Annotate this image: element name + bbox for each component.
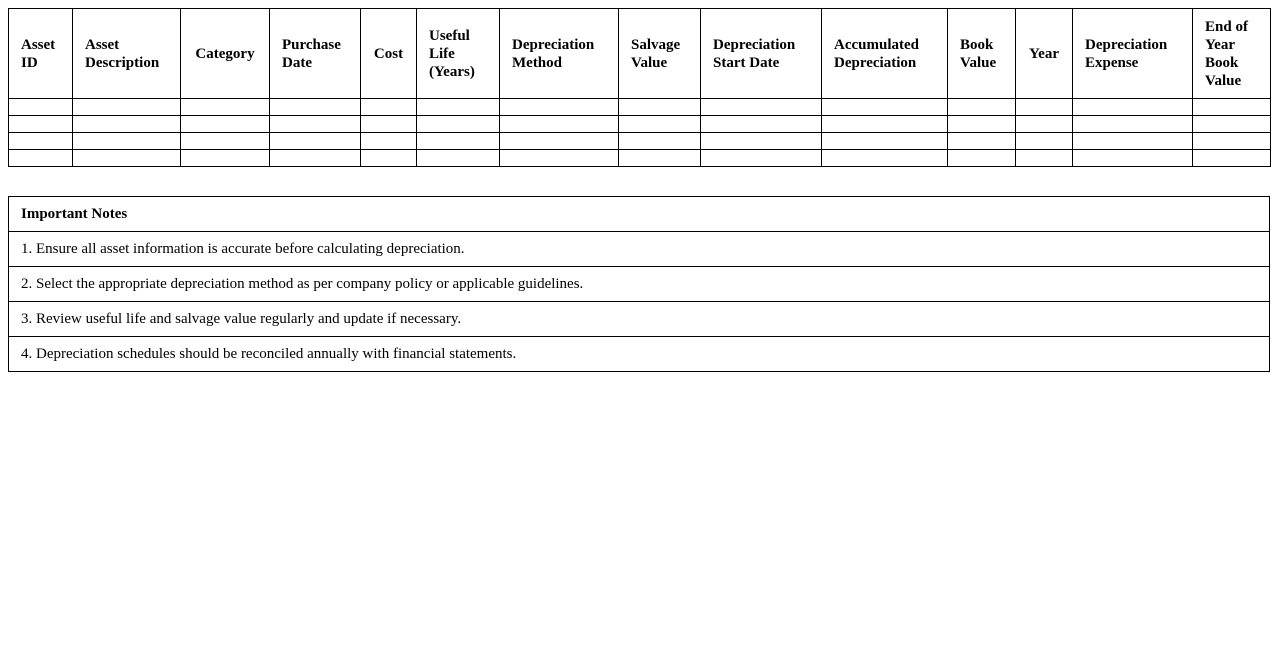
- table-cell[interactable]: [1016, 116, 1073, 133]
- table-cell[interactable]: [948, 116, 1016, 133]
- table-cell[interactable]: [1016, 150, 1073, 167]
- table-cell[interactable]: [1193, 116, 1271, 133]
- table-cell[interactable]: [1016, 99, 1073, 116]
- column-header-book-value: Book Value: [948, 9, 1016, 99]
- table-cell[interactable]: [9, 133, 73, 150]
- column-header-useful-life: Useful Life (Years): [417, 9, 500, 99]
- list-item: [9, 232, 1270, 267]
- table-cell[interactable]: [73, 99, 181, 116]
- list-item: [9, 267, 1270, 302]
- column-header-salvage-value: Salvage Value: [619, 9, 701, 99]
- table-cell[interactable]: [270, 99, 361, 116]
- table-cell[interactable]: [822, 150, 948, 167]
- column-header-asset-description: Asset Description: [73, 9, 181, 99]
- table-cell[interactable]: [181, 133, 270, 150]
- table-cell[interactable]: [361, 150, 417, 167]
- table-cell[interactable]: [181, 116, 270, 133]
- table-cell[interactable]: [9, 99, 73, 116]
- table-row: [9, 116, 1271, 133]
- table-cell[interactable]: [500, 150, 619, 167]
- table-cell[interactable]: [619, 150, 701, 167]
- table-cell[interactable]: [500, 116, 619, 133]
- table-cell[interactable]: [181, 150, 270, 167]
- table-cell[interactable]: [9, 116, 73, 133]
- table-cell[interactable]: [948, 150, 1016, 167]
- column-header-purchase-date: Purchase Date: [270, 9, 361, 99]
- table-cell[interactable]: [1193, 150, 1271, 167]
- depreciation-schedule-table: [8, 8, 1271, 167]
- column-header-depreciation-start-date: Depreciation Start Date: [701, 9, 822, 99]
- table-row: [9, 133, 1271, 150]
- column-header-depreciation-expense: Depreciation Expense: [1073, 9, 1193, 99]
- table-cell[interactable]: [822, 133, 948, 150]
- table-cell[interactable]: [1073, 116, 1193, 133]
- table-cell[interactable]: [181, 99, 270, 116]
- table-cell[interactable]: [1193, 133, 1271, 150]
- table-cell[interactable]: [73, 150, 181, 167]
- table-cell[interactable]: [417, 133, 500, 150]
- table-cell[interactable]: [701, 99, 822, 116]
- table-cell[interactable]: [1016, 133, 1073, 150]
- column-header-accumulated-depreciation: Accumulated Depreciation: [822, 9, 948, 99]
- important-notes-table: [8, 196, 1270, 372]
- table-cell[interactable]: [619, 116, 701, 133]
- table-cell[interactable]: [822, 99, 948, 116]
- note-text: 2. Select the appropriate depreciation method as per company policy or applicable guidelines.: [9, 267, 1270, 302]
- table-cell[interactable]: [1073, 99, 1193, 116]
- table-cell[interactable]: [619, 133, 701, 150]
- table-row: [9, 150, 1271, 167]
- table-cell[interactable]: [1073, 133, 1193, 150]
- table-cell[interactable]: [9, 150, 73, 167]
- table-cell[interactable]: [500, 99, 619, 116]
- table-cell[interactable]: [361, 116, 417, 133]
- table-cell[interactable]: [270, 133, 361, 150]
- note-text: 1. Ensure all asset information is accurate before calculating depreciation.: [9, 232, 1270, 267]
- table-cell[interactable]: [948, 133, 1016, 150]
- table-cell[interactable]: [417, 99, 500, 116]
- column-header-end-of-year-book-value: End of Year Book Value: [1193, 9, 1271, 99]
- notes-title: Important Notes: [9, 197, 1270, 232]
- table-cell[interactable]: [417, 150, 500, 167]
- note-text: 4. Depreciation schedules should be reconciled annually with financial statements.: [9, 337, 1270, 372]
- table-cell[interactable]: [270, 150, 361, 167]
- column-header-asset-id: Asset ID: [9, 9, 73, 99]
- table-cell[interactable]: [270, 116, 361, 133]
- table-row: [9, 99, 1271, 116]
- table-cell[interactable]: [361, 133, 417, 150]
- table-cell[interactable]: [822, 116, 948, 133]
- column-header-category: Category: [181, 9, 270, 99]
- note-text: 3. Review useful life and salvage value regularly and update if necessary.: [9, 302, 1270, 337]
- column-header-year: Year: [1016, 9, 1073, 99]
- table-cell[interactable]: [361, 99, 417, 116]
- notes-header-row: [9, 197, 1270, 232]
- table-cell[interactable]: [701, 150, 822, 167]
- table-cell[interactable]: [619, 99, 701, 116]
- table-cell[interactable]: [1193, 99, 1271, 116]
- table-cell[interactable]: [73, 133, 181, 150]
- header-row: [9, 9, 1271, 99]
- column-header-cost: Cost: [361, 9, 417, 99]
- list-item: [9, 337, 1270, 372]
- table-cell[interactable]: [701, 133, 822, 150]
- list-item: [9, 302, 1270, 337]
- table-cell[interactable]: [1073, 150, 1193, 167]
- table-cell[interactable]: [73, 116, 181, 133]
- column-header-depreciation-method: Depreciation Method: [500, 9, 619, 99]
- table-cell[interactable]: [948, 99, 1016, 116]
- table-cell[interactable]: [500, 133, 619, 150]
- table-cell[interactable]: [701, 116, 822, 133]
- table-cell[interactable]: [417, 116, 500, 133]
